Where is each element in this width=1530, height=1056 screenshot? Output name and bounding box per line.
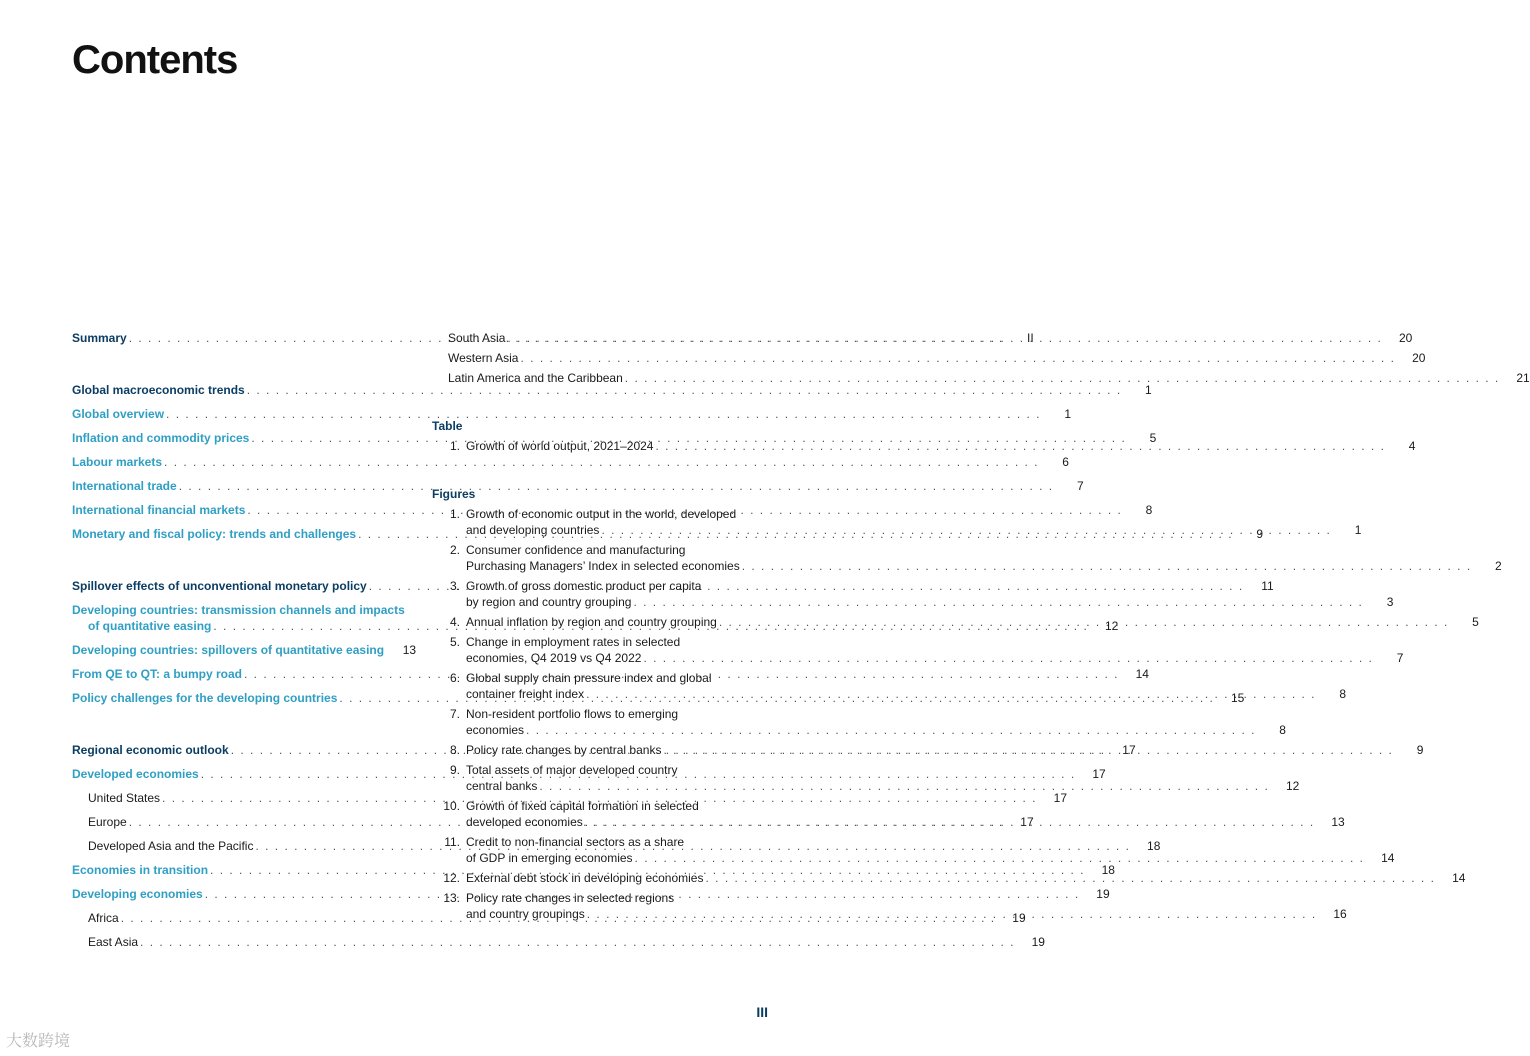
toc-entry[interactable]	[432, 350, 1426, 366]
toc-entry-page: 6	[1062, 455, 1069, 469]
toc-entry-label: Latin America and the Caribbean	[448, 371, 623, 385]
toc-entry-label: Monetary and fiscal policy: trends and challenges	[72, 527, 357, 541]
dot-leader	[539, 778, 1269, 794]
toc-entry-label: Labour markets	[72, 455, 163, 469]
toc-entry-label: Developing economies	[72, 887, 203, 901]
item-title: Credit to non-financial sectors as a share	[466, 835, 685, 849]
dot-leader	[526, 722, 1256, 738]
list-item[interactable]	[432, 506, 1362, 538]
toc-entry-page: 14	[1135, 667, 1149, 681]
dot-leader	[643, 650, 1373, 666]
item-title: of GDP in emerging economies	[466, 851, 633, 865]
item-page: 8	[1339, 687, 1347, 701]
toc-entry-page: 19	[1031, 935, 1045, 949]
item-title: Policy rate changes in selected regions	[466, 891, 675, 905]
item-page: 7	[1396, 651, 1404, 665]
toc-entry-page: 20	[1412, 351, 1426, 365]
toc-entry-page: 13	[402, 643, 417, 657]
toc-entry-label: Inflation and commodity prices	[72, 431, 250, 445]
figure-list-heading: Figures	[432, 487, 476, 501]
toc-entry-page: 1	[1144, 383, 1152, 397]
dot-leader	[719, 614, 1449, 630]
toc-entry[interactable]	[72, 406, 1071, 422]
toc-entry-page: 19	[1012, 911, 1026, 925]
toc-entry-label: Regional economic outlook	[72, 743, 229, 757]
toc-entry[interactable]	[72, 454, 1069, 470]
toc-entry-label: Summary	[72, 331, 127, 345]
toc-entry[interactable]	[432, 370, 1530, 386]
toc-entry-page: II	[1026, 331, 1034, 345]
item-number: 11.	[444, 835, 460, 849]
table-list	[432, 438, 1416, 454]
toc-entry[interactable]	[72, 642, 417, 658]
toc-entry-page: 17	[1122, 743, 1136, 757]
dot-leader	[140, 934, 1015, 950]
item-title: economies, Q4 2019 vs Q4 2022	[466, 651, 642, 665]
toc-entry[interactable]	[72, 382, 1152, 398]
toc-entry-label: International trade	[72, 479, 177, 493]
table-list-heading: Table	[432, 419, 463, 433]
toc-entry-page: 9	[1256, 527, 1264, 541]
toc-entry-label: Policy challenges for the developing countries	[72, 691, 338, 705]
item-number: 12.	[443, 871, 460, 885]
dot-leader	[655, 438, 1385, 454]
toc-entry-label: Developed Asia and the Pacific	[88, 839, 254, 853]
toc-entry-page: 18	[1101, 863, 1115, 877]
item-title: Growth of gross domestic product per capita	[466, 579, 702, 593]
toc-entry-label: Africa	[88, 911, 119, 925]
item-title: Consumer confidence and manufacturing	[466, 543, 686, 557]
toc-entry-page: 18	[1147, 839, 1161, 853]
list-item[interactable]	[432, 706, 1286, 738]
item-number: 1.	[449, 439, 460, 453]
item-title: Total assets of major developed country	[466, 763, 678, 777]
item-page: 9	[1416, 743, 1424, 757]
item-page: 14	[1452, 871, 1466, 885]
dot-leader	[633, 594, 1363, 610]
item-number: 13.	[443, 891, 460, 905]
toc-entry-page: 17	[1092, 767, 1106, 781]
page-title: Contents	[72, 38, 238, 82]
toc-entry-label: Europe	[88, 815, 127, 829]
item-page: 3	[1386, 595, 1394, 609]
item-title: Purchasing Managers’ Index in selected economies	[466, 559, 740, 573]
toc-entry-page: 17	[1020, 815, 1034, 829]
toc-entry-label: International financial markets	[72, 503, 246, 517]
toc-entry[interactable]	[72, 934, 1045, 950]
dot-leader	[625, 370, 1500, 386]
toc-entry-label: Economies in transition	[72, 863, 209, 877]
toc-entry-label: of quantitative easing	[88, 619, 212, 633]
item-title: Global supply chain pressure index and global	[466, 671, 712, 685]
toc-entry-label: Western Asia	[448, 351, 519, 365]
toc-entry-page: 8	[1145, 503, 1153, 517]
item-title: economies	[466, 723, 525, 737]
item-number: 10.	[443, 799, 460, 813]
item-title: Change in employment rates in selected	[466, 635, 681, 649]
toc-entry-page: 15	[1231, 691, 1245, 705]
dot-leader	[585, 814, 1315, 830]
list-item[interactable]	[432, 438, 1416, 454]
toc-entry-page: 20	[1398, 331, 1413, 345]
item-title: External debt stock in developing economies	[466, 871, 704, 885]
item-title: Policy rate changes by central banks	[466, 743, 662, 757]
item-page: 2	[1494, 559, 1502, 573]
toc-entry-label: Global overview	[72, 407, 165, 421]
dot-leader	[507, 330, 1382, 346]
item-title: Annual inflation by region and country grouping	[466, 615, 717, 629]
item-title: central banks	[466, 779, 538, 793]
item-number: 3.	[449, 579, 460, 593]
toc-entry-page: 17	[1053, 791, 1067, 805]
item-page: 16	[1333, 907, 1347, 921]
list-item[interactable]	[432, 542, 1502, 574]
toc-entry-label: Developing countries: spillovers of quantitative easing	[72, 643, 385, 657]
toc-entry-label: From QE to QT: a bumpy road	[72, 667, 243, 681]
item-number: 1.	[449, 507, 460, 521]
dot-leader	[742, 558, 1472, 574]
list-item[interactable]	[432, 634, 1404, 666]
item-number: 4.	[449, 615, 460, 629]
toc-entry[interactable]	[72, 602, 408, 618]
toc-entry-page: 1	[1064, 407, 1071, 421]
toc-entry-page: 5	[1149, 431, 1157, 445]
item-number: 8.	[449, 743, 460, 757]
toc-entry-label: Global macroeconomic trends	[72, 383, 245, 397]
toc-entry-page: 21	[1516, 371, 1530, 385]
item-title: Growth of world output, 2021–2024	[466, 439, 654, 453]
item-title: and developing countries	[466, 523, 600, 537]
dot-leader	[587, 906, 1317, 922]
toc-entry-page: 7	[1076, 479, 1084, 493]
toc-entry-label: Developed economies	[72, 767, 199, 781]
toc-entry-label: Spillover effects of unconventional monetary policy	[72, 579, 367, 593]
item-number: 7.	[449, 707, 460, 721]
toc-entry-label: East Asia	[88, 935, 139, 949]
page-number: III	[756, 1004, 768, 1020]
item-page: 4	[1408, 439, 1416, 453]
toc-entry-page: 12	[1104, 619, 1119, 633]
item-number: 9.	[449, 763, 460, 777]
item-page: 13	[1331, 815, 1345, 829]
item-title: and country groupings	[466, 907, 585, 921]
item-page: 12	[1285, 779, 1300, 793]
item-page: 14	[1381, 851, 1395, 865]
item-title: developed economies	[466, 815, 583, 829]
item-title: Growth of fixed capital formation in selected	[466, 799, 699, 813]
dot-leader	[601, 522, 1331, 538]
item-page: 5	[1472, 615, 1479, 629]
toc-entry-label: Developing countries: transmission channels and impacts	[72, 603, 405, 617]
toc-entry-page: 11	[1261, 579, 1274, 593]
item-title: by region and country grouping	[466, 595, 632, 609]
item-page: 1	[1354, 523, 1362, 537]
item-page: 8	[1279, 723, 1286, 737]
item-number: 5.	[449, 635, 460, 649]
item-title: Non-resident portfolio flows to emerging	[466, 707, 679, 721]
item-number: 2.	[449, 543, 460, 557]
dot-leader	[705, 870, 1435, 886]
item-title: container freight index	[466, 687, 585, 701]
toc-entry-page: 19	[1096, 887, 1110, 901]
dot-leader	[586, 686, 1316, 702]
watermark-text: 大数跨境	[6, 1033, 71, 1050]
item-title: Growth of economic output in the world, developed	[466, 507, 737, 521]
item-number: 6.	[449, 671, 460, 685]
dot-leader	[520, 350, 1395, 366]
dot-leader	[635, 850, 1365, 866]
dot-leader	[663, 742, 1393, 758]
toc-entry-label: South Asia	[448, 331, 506, 345]
toc-entry-label: United States	[88, 791, 161, 805]
